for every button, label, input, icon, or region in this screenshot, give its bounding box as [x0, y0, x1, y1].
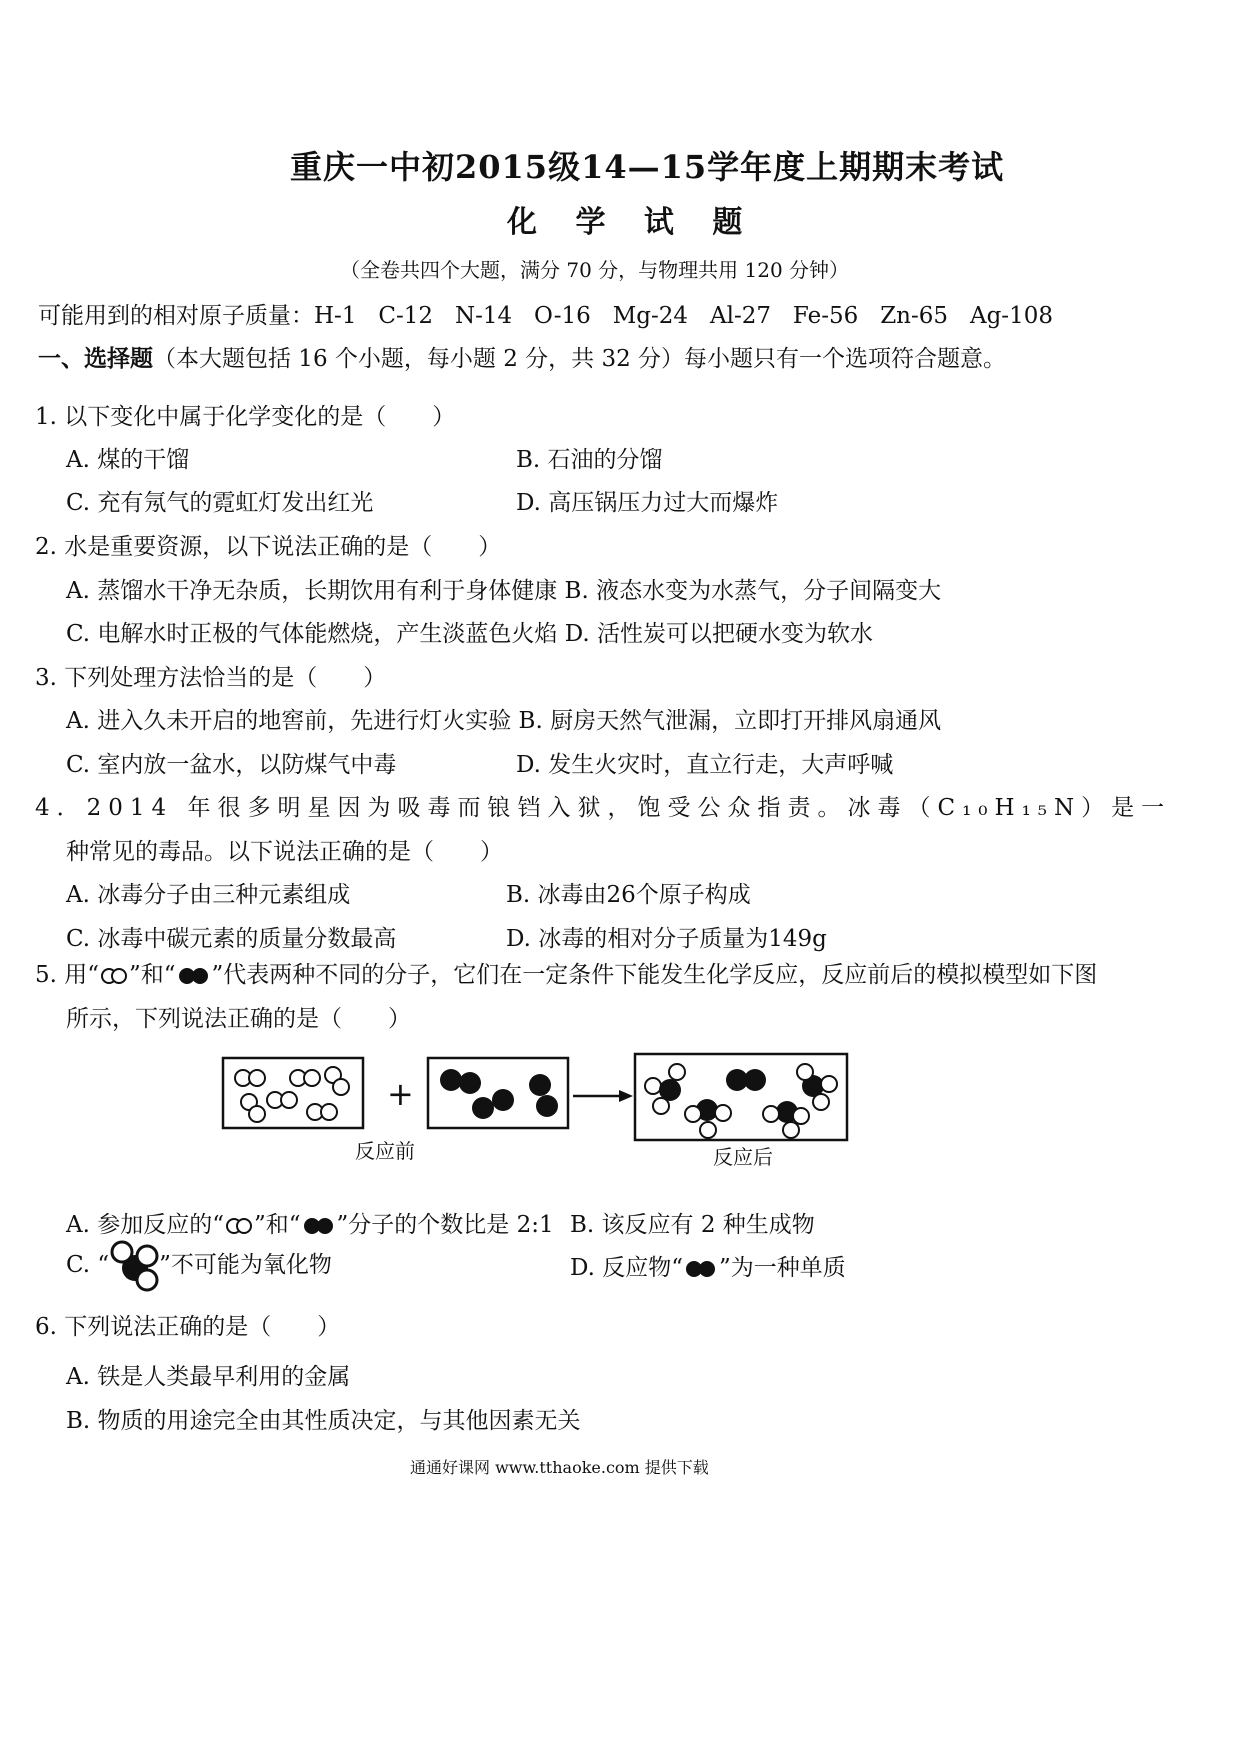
q4-option-b: B. 冰毒由26个原子构成 [506, 882, 751, 908]
q3-option-d: D. 发生火灾时，直立行走，大声呼喊 [516, 752, 894, 778]
white-molecule-icon [99, 966, 129, 986]
product-molecule-icon [109, 1240, 159, 1292]
q1-option-a: A. 煤的干馏 [66, 447, 190, 473]
q5c-text-2: ”不可能为氧化物 [159, 1252, 332, 1278]
exam-note: （全卷共四个大题，满分 70 分，与物理共用 120 分钟） [340, 258, 850, 282]
q5-option-d [570, 1249, 846, 1282]
q5-text-2: ”和“ [129, 962, 176, 988]
q1-option-c: C. 充有氖气的霓虹灯发出红光 [66, 490, 374, 516]
atomic-mass-line: 可能用到的相对原子质量：H-1 C-12 N-14 O-16 Mg-24 Al-27 Fe-56 Zn-65 Ag-108 [38, 303, 1053, 329]
q5a-text-1: A. 参加反应的“ [66, 1212, 224, 1238]
q3-option-c: C. 室内放一盆水，以防煤气中毒 [66, 752, 397, 778]
black-molecule-icon [683, 1259, 719, 1279]
q5-stem-line1 [35, 956, 1097, 989]
q4-option-c: C. 冰毒中碳元素的质量分数最高 [66, 926, 397, 952]
black-molecule-icon [301, 1216, 337, 1236]
q2-stem: 2. 水是重要资源，以下说法正确的是（ ） [35, 534, 502, 560]
q5a-text-3: ”分子的个数比是 2:1 [336, 1212, 554, 1238]
q4-option-d: D. 冰毒的相对分子质量为149g [506, 926, 827, 952]
q5-option-a [66, 1206, 554, 1239]
q1-option-b: B. 石油的分馏 [516, 447, 663, 473]
q2-options-ab: A. 蒸馏水干净无杂质，长期饮用有利于身体健康 B. 液态水变为水蒸气，分子间隔变大 [66, 578, 942, 604]
arrow-head [619, 1090, 633, 1102]
black-molecule-icon [176, 966, 212, 986]
q6-option-b: B. 物质的用途完全由其性质决定，与其他因素无关 [66, 1408, 581, 1434]
before-label: 反应前 [355, 1139, 415, 1163]
q5-option-c [66, 1240, 332, 1292]
after-label: 反应后 [713, 1145, 773, 1169]
q4-stem-line2: 种常见的毒品。以下说法正确的是（ ） [66, 839, 503, 865]
q5d-text-2: ”为一种单质 [719, 1255, 846, 1281]
exam-subtitle: 化 学 试 题 [507, 205, 757, 240]
q1-option-d: D. 高压锅压力过大而爆炸 [516, 490, 779, 516]
q5c-text-1: C. “ [66, 1252, 110, 1278]
q3-options-ab: A. 进入久未开启的地窖前，先进行灯火实验 B. 厨房天然气泄漏，立即打开排风扇通风 [66, 708, 942, 734]
q4-option-a: A. 冰毒分子由三种元素组成 [66, 882, 351, 908]
page-footer: 通通好课网 www.tthaoke.com 提供下载 [410, 1458, 709, 1477]
q1-stem: 1. 以下变化中属于化学变化的是（ ） [35, 404, 456, 430]
section-heading [38, 340, 1006, 373]
q2-options-cd: C. 电解水时正极的气体能燃烧，产生淡蓝色火焰 D. 活性炭可以把硬水变为软水 [66, 621, 873, 647]
q5-text-3: ”代表两种不同的分子，它们在一定条件下能发生化学反应，反应前后的模拟模型如下图 [211, 962, 1098, 988]
plus-sign: + [387, 1075, 414, 1113]
section-label: 一、选择题 [38, 345, 153, 372]
q4-stem-line1: 4．2014 年很多明星因为吸毒而锒铛入狱，饱受公众指责。冰毒（C₁₀H₁₅N）是一 [35, 795, 1172, 821]
q5a-text-2: ”和“ [254, 1212, 301, 1238]
q5d-text-1: D. 反应物“ [570, 1255, 684, 1281]
q5-text-1: 5. 用“ [35, 962, 100, 988]
white-molecule-icon [224, 1216, 254, 1236]
exam-title: 重庆一中初2015级14—15学年度上期期末考试 [290, 148, 1005, 186]
reaction-diagram [215, 1050, 865, 1170]
q5-stem-line2: 所示，下列说法正确的是（ ） [66, 1006, 411, 1032]
q5-option-b: B. 该反应有 2 种生成物 [570, 1212, 815, 1238]
q6-stem: 6. 下列说法正确的是（ ） [35, 1314, 341, 1340]
q3-stem: 3. 下列处理方法恰当的是（ ） [35, 665, 387, 691]
section-text: （本大题包括 16 个小题，每小题 2 分，共 32 分）每小题只有一个选项符合题意。 [153, 346, 1007, 372]
q6-option-a: A. 铁是人类最早利用的金属 [66, 1364, 351, 1390]
